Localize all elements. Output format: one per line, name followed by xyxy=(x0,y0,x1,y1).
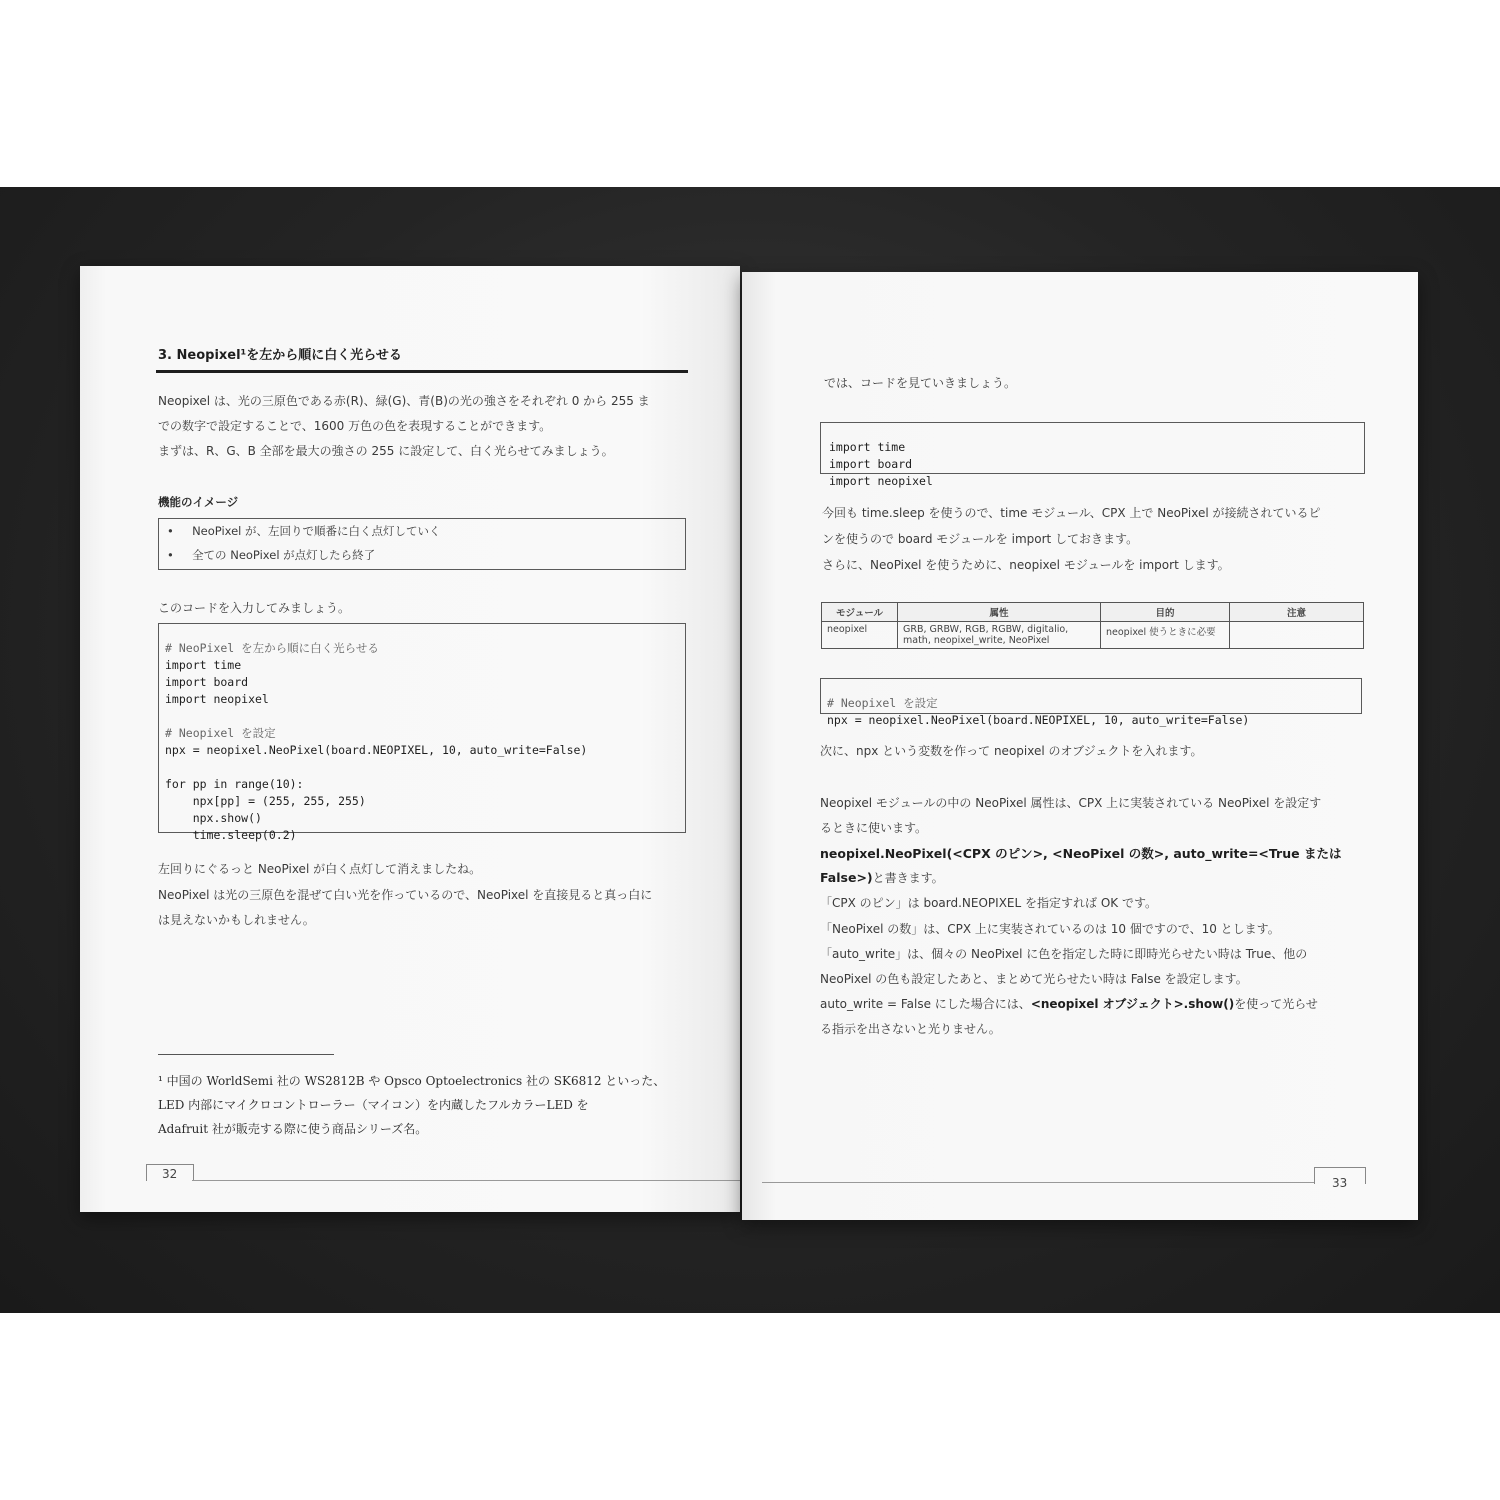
intro-line-1: Neopixel は、光の三原色である赤(R)、緑(G)、青(B)の光の強さをそれぞれ 0 から 255 ま xyxy=(158,394,650,408)
para4-line-4: NeoPixel の色も設定したあと、まとめて光らせたい時は False を設定します。 xyxy=(820,972,1248,986)
code-line: import board xyxy=(829,457,913,471)
table-header: 目的 xyxy=(1101,603,1230,622)
para4-line-3: 「auto_write」は、個々の NeoPixel に色を指定した時に即時光らせたい時は True、他の xyxy=(820,947,1308,961)
code-line: import time xyxy=(165,658,242,672)
feature-item-text: 全ての NeoPixel が点灯したら終了 xyxy=(192,548,376,562)
code-line: for pp in range(10): xyxy=(165,777,304,791)
last-pre: auto_write = False にした場合には、 xyxy=(820,997,1031,1011)
footnote-rule xyxy=(158,1054,334,1055)
code-line: import time xyxy=(829,440,906,454)
after-line-2: NeoPixel は光の三原色を混ぜて白い光を作っているので、NeoPixel を直接見ると真っ白に xyxy=(158,888,653,902)
after-line-3: は見えないかもしれません。 xyxy=(158,913,315,927)
para1-line-1: 今回も time.sleep を使うので、time モジュール、CPX 上で NeoPixel が接続されているピ xyxy=(822,506,1321,520)
code-line: npx = neopixel.NeoPixel(board.NEOPIXEL, 10, auto_write=False) xyxy=(165,743,588,757)
setup-code-block xyxy=(820,678,1362,727)
feature-box xyxy=(158,518,686,570)
last-line-2: る指示を出さないと光りません。 xyxy=(820,1022,1001,1036)
table-header: 注意 xyxy=(1230,603,1364,622)
last-line-1 xyxy=(820,995,1318,1012)
import-code-block xyxy=(820,422,1365,488)
code-line: time.sleep(0.2) xyxy=(165,828,297,842)
right-page xyxy=(742,272,1418,1220)
right-intro: では、コードを見ていきましょう。 xyxy=(824,376,1017,390)
code-line: # Neopixel を設定 xyxy=(827,696,938,710)
feature-item: • 全ての NeoPixel が点灯したら終了 xyxy=(167,548,376,562)
code-line: import neopixel xyxy=(165,692,269,706)
code-line: import neopixel xyxy=(829,474,933,488)
code-line: # Neopixel を設定 xyxy=(165,726,276,740)
section-heading: 3. Neopixel¹を左から順に白く光らせる xyxy=(158,348,402,363)
para3-line-2: るときに使います。 xyxy=(820,821,928,835)
last-post: を使って光らせ xyxy=(1234,997,1318,1011)
code-listing xyxy=(829,422,933,490)
code-line: import board xyxy=(165,675,249,689)
feature-item: • NeoPixel が、左回りで順番に白く点灯していく xyxy=(167,524,441,538)
page-number: 32 xyxy=(162,1167,178,1181)
para4-line-1: 「CPX のピン」は board.NEOPIXEL を指定すれば OK です。 xyxy=(820,896,1157,910)
table-cell: neopixel 使うときに必要 xyxy=(1101,622,1230,649)
table-cell: neopixel xyxy=(822,622,898,649)
para1-line-2: ンを使うので board モジュールを import しておきます。 xyxy=(822,532,1139,546)
para4-line-2: 「NeoPixel の数」は、CPX 上に実装されているのは 10 個ですので、10 とします。 xyxy=(820,922,1280,936)
module-table xyxy=(821,602,1364,649)
left-page xyxy=(80,266,740,1212)
feature-item-text: NeoPixel が、左回りで順番に白く点灯していく xyxy=(192,524,441,538)
code-line: npx.show() xyxy=(165,811,262,825)
footnote-line-2: LED 内部にマイクロコントローラー（マイコン）を内蔵したフルカラーLED を xyxy=(158,1098,589,1112)
para3-line-1: Neopixel モジュールの中の NeoPixel 属性は、CPX 上に実装されている NeoPixel を設定す xyxy=(820,796,1322,810)
heading-rule xyxy=(156,370,688,373)
after-line-1: 左回りにぐるっと NeoPixel が白く点灯して消えましたね。 xyxy=(158,862,482,876)
code-listing xyxy=(827,678,1249,729)
signature-line-1: neopixel.NeoPixel(<CPX のピン>, <NeoPixel の数>, auto_write=<True または xyxy=(820,846,1342,861)
feature-title: 機能のイメージ xyxy=(158,495,239,509)
para2: 次に、npx という変数を作って neopixel のオブジェクトを入れます。 xyxy=(820,744,1203,758)
table-cell: GRB, GRBW, RGB, RGBW, digitalio, math, neopixel_write, NeoPixel xyxy=(898,622,1101,649)
code-line: npx[pp] = (255, 255, 255) xyxy=(165,794,366,808)
signature-line-2 xyxy=(820,869,944,886)
footer-line xyxy=(762,1182,1314,1183)
code-intro: このコードを入力してみましょう。 xyxy=(158,601,351,615)
table-header: 属性 xyxy=(898,603,1101,622)
footnote-line-3: Adafruit 社が販売する際に使う商品シリーズ名。 xyxy=(158,1122,428,1136)
para1-line-3: さらに、NeoPixel を使うために、neopixel モジュールを import します。 xyxy=(822,558,1230,572)
intro-line-3: まずは、R、G、B 全部を最大の強さの 255 に設定して、白く光らせてみましょう。 xyxy=(158,444,614,458)
code-block xyxy=(158,623,686,842)
table-header: モジュール xyxy=(822,603,898,622)
intro-line-2: での数字で設定することで、1600 万色の色を表現することができます。 xyxy=(158,419,552,433)
code-line: npx = neopixel.NeoPixel(board.NEOPIXEL, 10, auto_write=False) xyxy=(827,713,1250,727)
code-listing xyxy=(165,623,587,844)
page-number: 33 xyxy=(1332,1176,1348,1190)
signature-rest: と書きます。 xyxy=(872,871,944,885)
table-cell xyxy=(1230,622,1364,649)
table-row xyxy=(822,622,1364,649)
last-bold: <neopixel オブジェクト>.show() xyxy=(1030,997,1235,1011)
footnote-line-1: ¹ 中国の WorldSemi 社の WS2812B や Opsco Optoelectronics 社の SK6812 といった、 xyxy=(158,1074,666,1088)
footer-line xyxy=(192,1180,740,1181)
signature-bold: False>) xyxy=(820,870,873,885)
code-line: # NeoPixel を左から順に白く光らせる xyxy=(165,641,379,655)
